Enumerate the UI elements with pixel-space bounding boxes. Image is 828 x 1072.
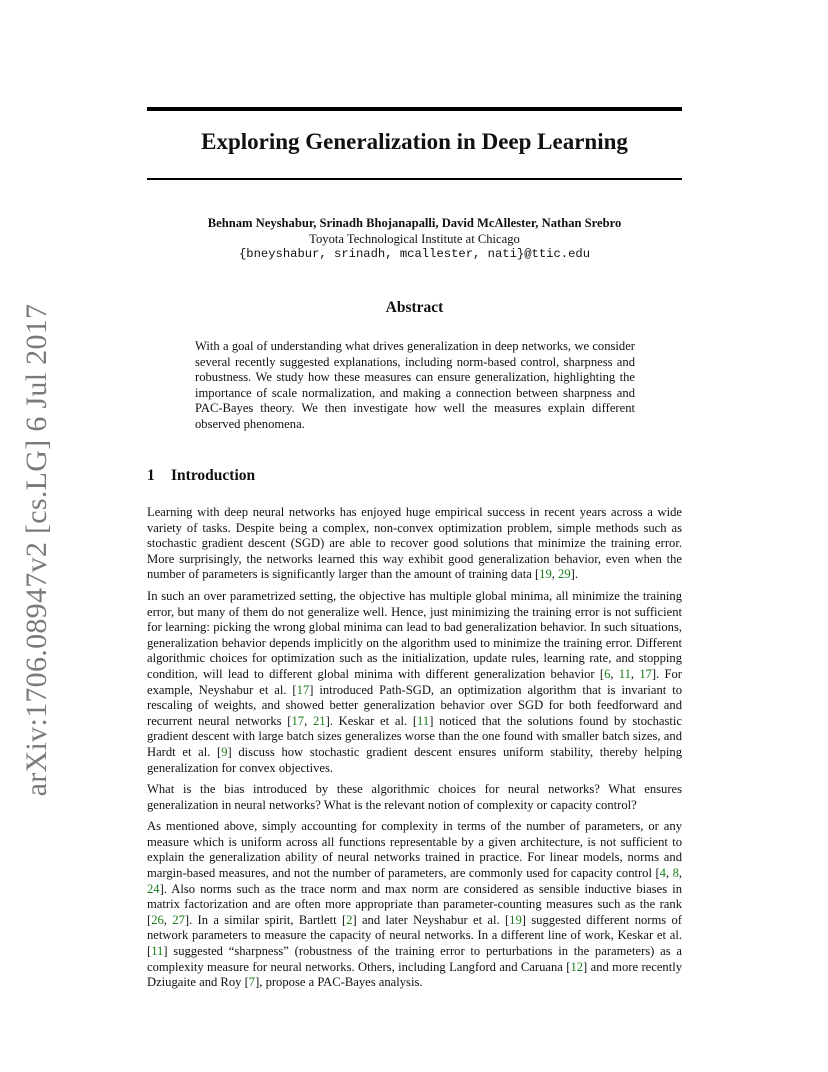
citation-link[interactable]: 6 (604, 666, 611, 681)
section-heading (147, 466, 255, 486)
introduction-body (147, 505, 682, 997)
citation-link[interactable]: 26 (151, 912, 164, 927)
abstract-text: With a goal of understanding what drives generalization in deep networks, we consider several recently suggested explanations, including norm-based control, sharpness and robustness. We study how these measures can ensure generalization, highlighting the importance of scale normalization, and making a connection between sharpness and PAC-Bayes theory. We then investigate how well the measures explain different observed phenomena. (195, 339, 635, 431)
citation-link[interactable]: 11 (618, 666, 631, 681)
citation-link[interactable]: 24 (147, 881, 160, 896)
paper-title: Exploring Generalization in Deep Learning (201, 129, 628, 154)
paragraph-2: In such an over parametrized setting, the objective has multiple global minima, all minimize the training error, but many of them do not generalize well. Hence, just minimizing the training error is not sufficient for learning: picking the wrong global minima can lead to bad generalization behavior. In such situations, generalization behavior depends implicitly on the algorithm used to minimize the training error. Different algorithmic choices for optimization such as the initialization, update rules, learning rate, and stopping condition, will lead to different global minima with different generalization behavior [6, 11, 17]. For example, Neyshabur et al. [17] introduced Path-SGD, an optimization algorithm that is invariant to rescaling of weights, and showed better generalization behavior over SGD for both feedforward and recurrent neural networks [17, 21]. Keskar et al. [11] noticed that the solutions found by stochastic gradient descent with large batch sizes generalizes worse than the one found with smaller batch sizes, and Hardt et al. [9] discuss how stochastic gradient descent ensures uniform stability, thereby helping generalization for convex objectives. (147, 588, 683, 775)
citation-link[interactable]: 11 (417, 713, 430, 728)
arxiv-stamp: arXiv:1706.08947v2 [cs.LG] 6 Jul 2017 (20, 303, 53, 797)
citation-link[interactable]: 11 (151, 944, 164, 959)
citation-link[interactable]: 4 (659, 866, 666, 881)
citation-link[interactable]: 19 (539, 567, 552, 582)
citation-link[interactable]: 7 (248, 975, 256, 990)
top-rule (147, 107, 682, 111)
title-rule (147, 178, 682, 180)
authors: Behnam Neyshabur, Srinadh Bhojanapalli, David McAllester, Nathan Srebro (207, 216, 622, 230)
paragraph-3: What is the bias introduced by these algorithmic choices for neural networks? What ensures generalization in neural networks? What is the relevant notion of complexity or capacity control? (147, 782, 682, 812)
citation-link[interactable]: 17 (291, 713, 305, 728)
paragraph-4: As mentioned above, simply accounting for complexity in terms of the number of parameters, or any measure which is uniform across all functions representable by a given architecture, is not sufficient to explain the generalization ability of neural networks trained in practice. For linear models, norms and margin-based measures, and not the number of parameters, are commonly used for capacity control [4, 8, 24]. Also norms such as the trace norm and max norm are considered as sensible inductive biases in matrix factorization and are often more appropriate than parameter-counting measures such as the rank [26, 27]. In a similar spirit, Bartlett [2] and later Neyshabur et al. [19] suggested different norms of network parameters to measure the capacity of neural networks. In a different line of work, Keskar et al. [11] suggested “sharpness” (robustness of the training error to perturbations in the parameters) as a complexity measure for neural networks. Others, including Langford and Caruana [12] and more recently Dziugaite and Roy [7], propose a PAC-Bayes analysis. (147, 819, 683, 990)
author-block (147, 216, 682, 263)
section-number: 1 (147, 467, 155, 484)
citation-link[interactable]: 29 (558, 567, 571, 582)
author-emails: {bneyshabur, srinadh, mcallester, nati}@ttic.edu (238, 247, 591, 261)
citation-link[interactable]: 9 (221, 744, 228, 759)
citation-link[interactable]: 27 (172, 912, 185, 927)
citation-link[interactable]: 2 (346, 912, 353, 927)
citation-link[interactable]: 12 (570, 959, 584, 974)
citation-link[interactable]: 19 (509, 912, 522, 927)
section-title: Introduction (171, 467, 256, 484)
affiliation: Toyota Technological Institute at Chicago (309, 231, 520, 246)
citation-link[interactable]: 8 (672, 866, 679, 881)
citation-link[interactable]: 21 (312, 713, 326, 728)
abstract-heading: Abstract (385, 299, 444, 316)
citation-link[interactable]: 17 (639, 666, 652, 681)
citation-link[interactable]: 17 (296, 682, 310, 697)
paragraph-1: Learning with deep neural networks has enjoyed huge empirical success in recent years across a wide variety of tasks. Despite being a complex, non-convex optimization problem, simple methods such as stochastic gradient descent (SGD) are able to recover good solutions that minimize the training error. More surprisingly, the networks learned this way exhibit good generalization behavior, even when the number of parameters is significantly larger than the amount of training data [19, 29]. (147, 505, 682, 582)
